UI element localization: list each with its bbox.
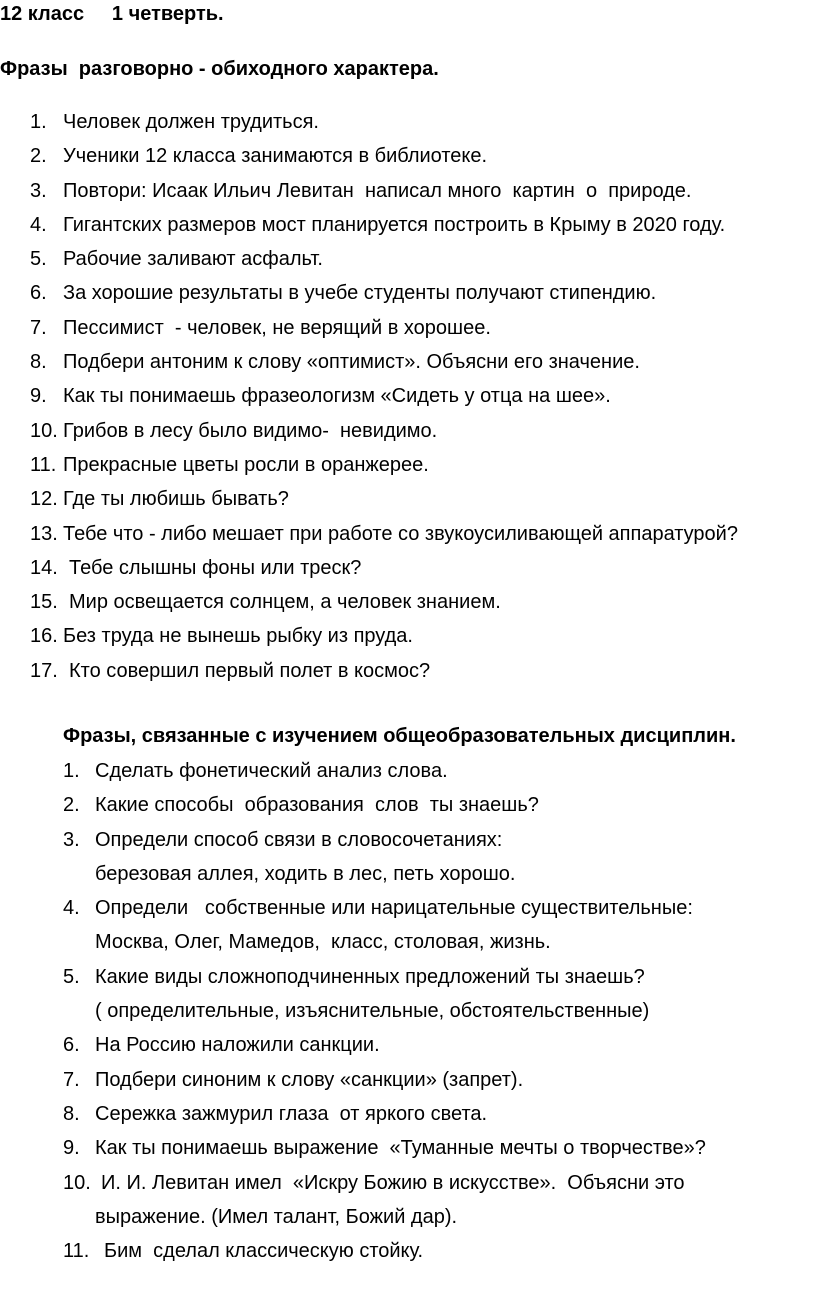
- item-text: Определи способ связи в словосочетаниях:: [95, 828, 503, 851]
- item-number: 10.: [63, 1171, 91, 1194]
- item-number: 9.: [63, 1137, 80, 1160]
- item-text: Сережка зажмурил глаза от яркого света.: [95, 1102, 488, 1125]
- item-text: Бим сделал классическую стойку.: [104, 1240, 424, 1263]
- item-number: 2.: [30, 145, 47, 168]
- item-number: 8.: [30, 351, 47, 374]
- item-text: Грибов в лесу было видимо- невидимо.: [63, 419, 438, 442]
- item-text: Подбери синоним к слову «санкции» (запрет).: [95, 1068, 524, 1091]
- item-number: 3.: [63, 828, 80, 851]
- item-number: 7.: [30, 316, 47, 339]
- item-text: Как ты понимаешь фразеологизм «Сидеть у отца на шее».: [63, 385, 611, 408]
- item-number: 11.: [30, 453, 57, 476]
- item-number: 15.: [30, 591, 58, 614]
- item-text: Где ты любишь бывать?: [63, 488, 289, 511]
- item-continuation: выражение. (Имел талант, Божий дар).: [95, 1205, 458, 1228]
- item-number: 5.: [63, 965, 80, 988]
- item-text: Повтори: Исаак Ильич Левитан написал много картин о природе.: [63, 179, 692, 202]
- item-text: Кто совершил первый полет в космос?: [69, 659, 431, 682]
- item-number: 5.: [30, 248, 47, 271]
- item-number: 8.: [63, 1102, 80, 1125]
- item-text: Тебе слышны фоны или треск?: [69, 556, 362, 579]
- item-number: 1.: [63, 760, 80, 782]
- item-text: Тебе что - либо мешает при работе со звукоусиливающей аппаратурой?: [63, 522, 738, 545]
- item-continuation: ( определительные, изъяснительные, обстоятельственные): [95, 1000, 650, 1023]
- item-number: 14.: [30, 556, 58, 579]
- item-continuation: Москва, Олег, Мамедов, класс, столовая, жизнь.: [95, 931, 551, 954]
- item-text: Мир освещается солнцем, а человек знанием.: [69, 591, 501, 614]
- item-text: За хорошие результаты в учебе студенты получают стипендию.: [63, 282, 657, 305]
- item-text: Ученики 12 класса занимаются в библиотеке.: [63, 145, 488, 168]
- item-number: 4.: [30, 213, 47, 236]
- section2-title: Фразы, связанные с изучением общеобразовательных дисциплин.: [63, 725, 736, 747]
- item-text: На Россию наложили санкции.: [95, 1034, 380, 1057]
- item-number: 2.: [63, 794, 80, 817]
- section1-title: Фразы разговорно - обиходного характера.: [0, 58, 439, 80]
- item-text: Какие способы образования слов ты знаешь?: [95, 794, 539, 817]
- item-text: И. И. Левитан имел «Искру Божию в искусстве». Объясни это: [101, 1171, 685, 1194]
- item-number: 1.: [30, 111, 47, 133]
- item-number: 6.: [30, 282, 47, 305]
- item-number: 9.: [30, 385, 47, 408]
- item-number: 6.: [63, 1034, 80, 1057]
- item-text: Какие виды сложноподчиненных предложений ты знаешь?: [95, 965, 645, 988]
- item-text: Сделать фонетический анализ слова.: [95, 760, 448, 782]
- item-text: Пессимист - человек, не верящий в хорошее.: [63, 316, 491, 339]
- item-number: 10.: [30, 419, 58, 442]
- item-text: Подбери антоним к слову «оптимист». Объясни его значение.: [63, 351, 640, 374]
- item-text: Без труда не вынешь рыбку из пруда.: [63, 625, 413, 648]
- item-number: 7.: [63, 1068, 80, 1091]
- item-text: Гигантских размеров мост планируется построить в Крыму в 2020 году.: [63, 213, 726, 236]
- item-text: Определи собственные или нарицательные существительные:: [95, 897, 693, 920]
- item-number: 16.: [30, 625, 58, 648]
- item-text: Человек должен трудиться.: [63, 111, 319, 133]
- item-number: 13.: [30, 522, 58, 545]
- item-text: Прекрасные цветы росли в оранжерее.: [63, 453, 429, 476]
- item-number: 17.: [30, 659, 58, 682]
- grade-quarter-heading: 12 класс 1 четверть.: [0, 3, 224, 25]
- item-number: 4.: [63, 897, 80, 920]
- item-text: Рабочие заливают асфальт.: [63, 248, 323, 271]
- item-text: Как ты понимаешь выражение «Туманные мечты о творчестве»?: [95, 1137, 706, 1160]
- item-number: 11.: [63, 1240, 90, 1263]
- item-number: 12.: [30, 488, 58, 511]
- item-continuation: березовая аллея, ходить в лес, петь хорошо.: [95, 862, 516, 885]
- item-number: 3.: [30, 179, 47, 202]
